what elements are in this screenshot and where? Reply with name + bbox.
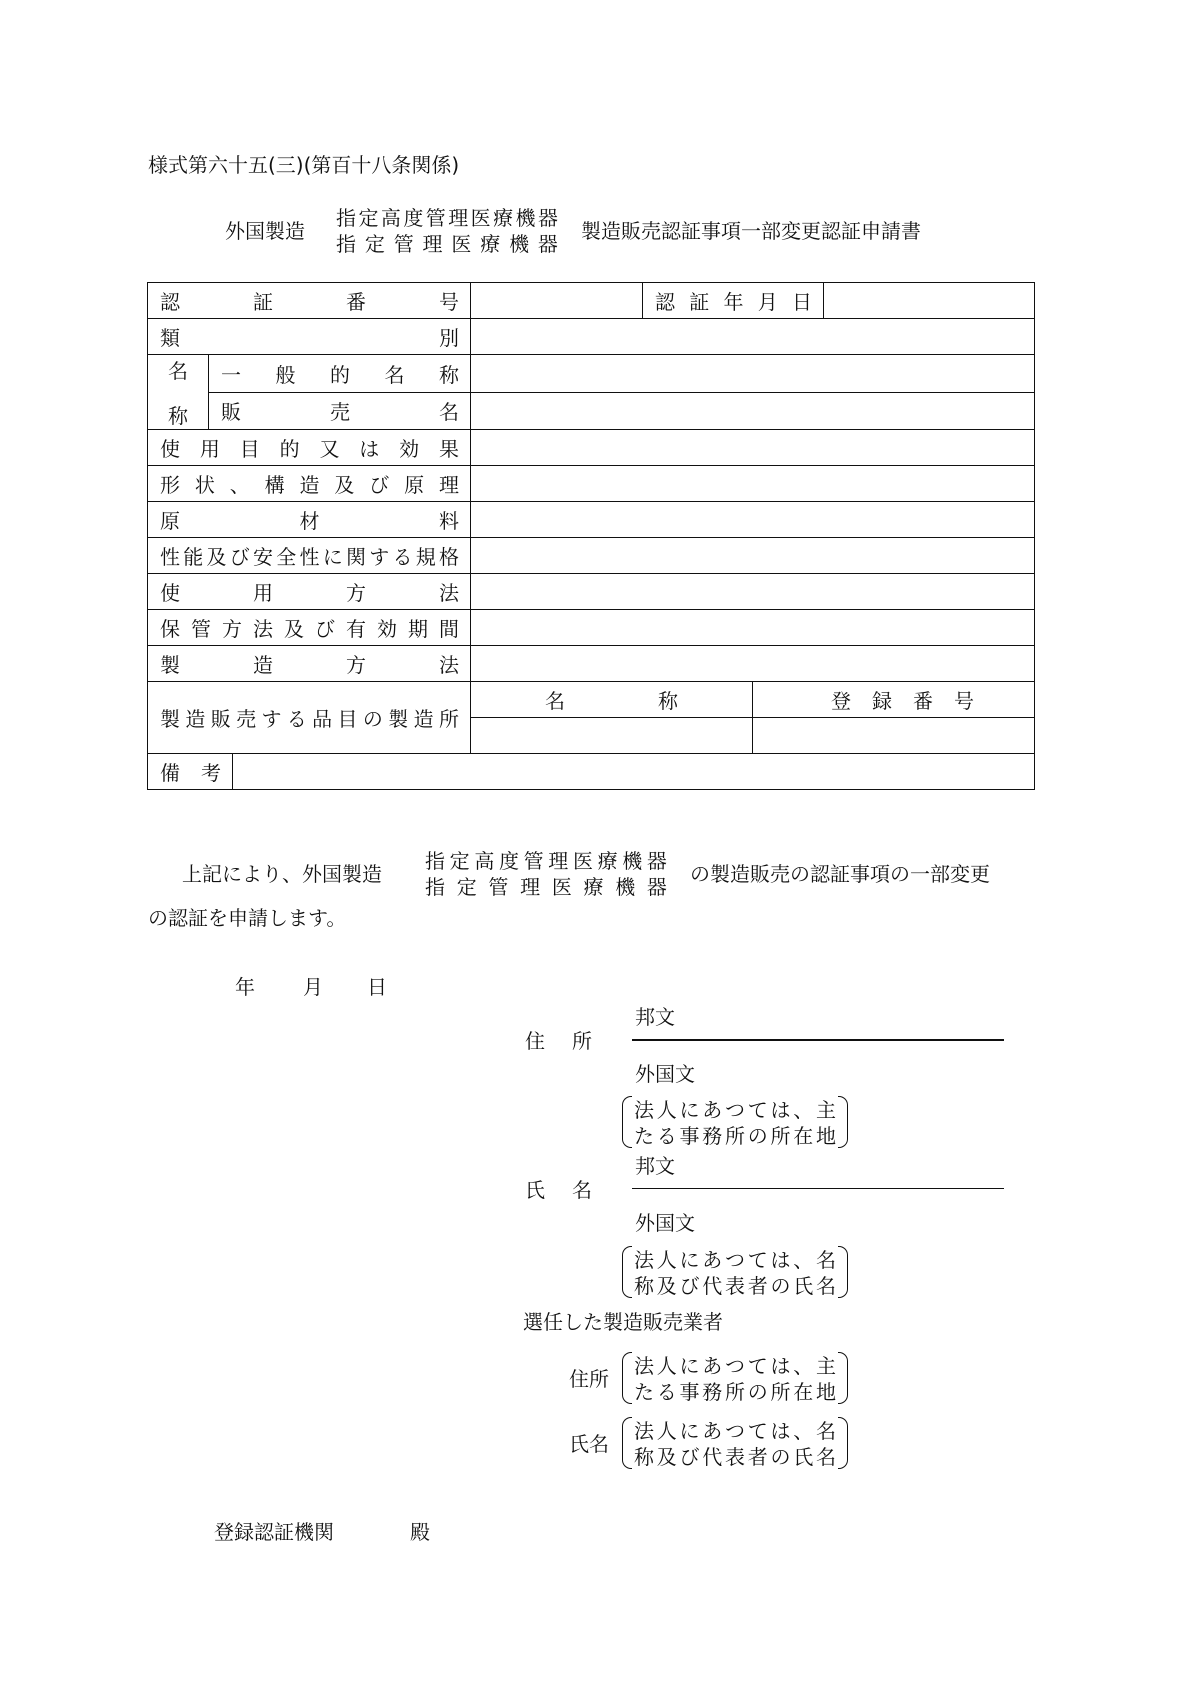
facility-name-field[interactable] [471,718,753,754]
char: あ [702,1098,723,1122]
right-paren-icon [838,1352,848,1404]
char: 定 [364,232,385,256]
char: 年 [723,290,744,314]
name-note-line-1 [634,1250,836,1270]
performance-field[interactable] [471,538,1035,574]
char: 認 [160,290,180,314]
char: 療 [480,232,501,256]
char: 称 [168,404,188,428]
date-month: 月 [303,975,323,999]
char: 造 [253,653,273,677]
manufacturing-field[interactable] [471,646,1035,682]
char: 製 [160,653,180,677]
char: 名 [168,359,188,383]
char: 称 [658,689,679,713]
label-materials [148,502,471,538]
char: 法 [634,1419,654,1443]
char: 主 [816,1098,836,1122]
char: 事 [679,1124,700,1148]
char: 方 [222,617,242,641]
char: 使 [160,437,180,461]
char: 医 [451,232,472,256]
address-label [525,1031,592,1051]
addressee-honorific: 殿 [410,1520,430,1544]
address-foreign-label: 外国文 [635,1062,695,1086]
char: 地 [816,1380,836,1404]
char: 造 [185,707,206,731]
label-shape [148,466,471,502]
char: 者 [747,1445,768,1469]
char: 用 [253,581,273,605]
char: 機 [509,232,530,256]
char: 全 [276,545,297,569]
char: 度 [498,849,519,873]
char: 理 [422,232,443,256]
char: 機 [615,875,636,899]
char: 、 [793,1248,814,1272]
char: す [261,707,282,731]
label-performance [148,538,471,574]
char: 氏 [525,1178,545,1202]
char: 果 [439,437,460,461]
form-number: 様式第六十五(三)(第百十八条関係) [148,153,460,177]
char: 所 [572,1029,592,1053]
char: 人 [656,1248,677,1272]
char: つ [725,1419,745,1443]
char: 形 [160,473,180,497]
char: 売 [236,707,257,731]
char: る [286,707,307,731]
char: 録 [872,689,893,713]
char: 及 [206,545,227,569]
char: 製 [388,707,409,731]
char: 号 [954,689,975,713]
char: 指 [336,206,356,230]
char: 期 [408,617,428,641]
char: 法 [634,1354,654,1378]
char: に [679,1248,700,1272]
date-day: 日 [367,975,387,999]
char: 所 [725,1124,745,1148]
char: 、 [793,1098,814,1122]
cert-number-field[interactable] [471,283,643,319]
table-row [148,283,1035,319]
char: 定 [449,849,470,873]
table-row [148,319,1035,355]
char: 別 [439,326,460,350]
title-prefix: 外国製造 [225,219,305,243]
char: て [747,1354,768,1378]
char: 法 [634,1098,654,1122]
char: 人 [656,1419,677,1443]
char: 性 [160,545,180,569]
char: 関 [346,545,366,569]
char: 的 [279,437,300,461]
char: 管 [523,849,544,873]
char: 称 [634,1274,654,1298]
name-note-line-2 [634,1276,836,1296]
char: 名 [545,689,566,713]
char: 機 [515,206,536,230]
char: 名 [384,362,405,387]
application-table [147,282,1035,790]
char: び [229,545,250,569]
char: 度 [403,206,424,230]
char: の [362,707,383,731]
char: つ [725,1354,745,1378]
char: つ [725,1098,745,1122]
char: 名 [816,1274,836,1298]
char: び [679,1274,700,1298]
char: 号 [439,290,459,314]
char: 器 [537,232,558,256]
statement-option-2 [425,877,667,897]
designated-address-note-line-1 [634,1356,836,1376]
char: 在 [793,1124,814,1148]
char: 材 [299,509,320,533]
char: 販 [221,400,241,425]
designated-name-note-line-2 [634,1447,836,1467]
char: 器 [646,849,667,873]
char: 日 [792,290,813,314]
name-japanese-label: 邦文 [635,1154,675,1178]
char: 法 [439,653,459,677]
char: 法 [439,581,459,605]
char: 法 [634,1248,654,1272]
char: 氏 [793,1274,814,1298]
purpose-field[interactable] [471,430,1035,466]
sales-name-field[interactable] [471,392,1035,430]
shape-field[interactable] [471,466,1035,502]
table-row [148,682,1035,718]
char: た [634,1124,654,1148]
cert-date-field[interactable] [824,283,1035,319]
category-field[interactable] [471,319,1035,355]
char: 器 [537,206,558,230]
char: に [322,545,343,569]
table-row [148,610,1035,646]
char: 器 [646,875,667,899]
left-paren-icon [622,1417,632,1469]
address-note-line-2 [634,1126,836,1146]
char: 状 [194,473,215,497]
char: 性 [299,545,320,569]
char: 理 [439,473,459,497]
remarks-field[interactable] [233,754,1035,790]
char: の [747,1124,768,1148]
char: 療 [493,206,514,230]
label-manufacturing [148,646,471,682]
char: 原 [404,473,425,497]
char: 表 [725,1274,745,1298]
usage-field[interactable] [471,574,1035,610]
char: て [747,1248,768,1272]
char: 称 [439,362,459,387]
table-row [148,430,1035,466]
char: 定 [358,206,379,230]
char: 所 [438,707,459,731]
label-remarks [148,754,233,790]
table-row [148,646,1035,682]
char: 及 [284,617,304,641]
char: 又 [319,437,340,461]
char: 所 [770,1380,791,1404]
char: 人 [656,1354,677,1378]
char: る [656,1380,677,1404]
char: 及 [656,1274,677,1298]
char: 原 [160,509,180,533]
facility-reg-field[interactable] [753,718,1035,754]
char: 理 [548,849,569,873]
right-paren-icon [838,1246,848,1298]
char: 能 [183,545,204,569]
char: び [679,1445,700,1469]
left-paren-icon [622,1352,632,1404]
char: は [770,1098,791,1122]
char: は [770,1419,791,1443]
left-paren-icon [622,1246,632,1298]
label-generic-name [209,355,471,393]
table-row [148,754,1035,790]
char: 機 [622,849,643,873]
char: 方 [346,581,366,605]
char: 住 [525,1029,545,1053]
statement-option-1 [425,851,667,871]
char: 構 [264,473,285,497]
char: に [679,1419,700,1443]
char: 及 [656,1445,677,1469]
char: た [634,1380,654,1404]
statement-tail: の製造販売の認証事項の一部変更 [690,862,990,886]
name-label [525,1180,592,1200]
char: 管 [488,875,509,899]
label-cert-date [643,283,824,319]
addressee-body: 登録認証機関 [214,1520,334,1544]
char: 造 [299,473,320,497]
char: 目 [239,437,260,461]
char: 的 [330,362,350,387]
generic-name-field[interactable] [471,355,1035,393]
char: の [747,1380,768,1404]
char: 高 [380,206,401,230]
char: 売 [330,400,351,425]
char: 理 [520,875,541,899]
char: び [369,473,390,497]
name-foreign-label: 外国文 [635,1211,695,1235]
char: 保 [160,617,180,641]
char: 者 [747,1274,768,1298]
designated-address-label: 住所 [569,1367,609,1391]
label-sales-name [209,392,471,430]
char: 管 [191,617,211,641]
statement-lead: 上記により、外国製造 [182,862,382,886]
right-paren-icon [838,1096,848,1148]
char: 代 [702,1445,723,1469]
char: は [770,1248,791,1272]
char: 番 [913,689,934,713]
char: 目 [337,707,358,731]
char: 方 [346,653,366,677]
char: す [369,545,390,569]
char: 効 [377,617,397,641]
address-note [622,1096,848,1148]
char: び [315,617,335,641]
char: 称 [634,1445,654,1469]
char: る [656,1124,677,1148]
char: 名 [816,1248,836,1272]
char: の [770,1445,791,1469]
designated-heading: 選任した製造販売業者 [523,1310,723,1334]
char: 般 [275,362,296,387]
char: て [747,1419,768,1443]
char: 指 [425,875,445,899]
facility-reg-header [753,682,1035,718]
char: 、 [793,1354,814,1378]
char: 名 [439,400,460,425]
char: あ [702,1354,723,1378]
char: に [679,1098,700,1122]
char: 理 [448,206,469,230]
char: 間 [439,617,459,641]
char: 医 [551,875,572,899]
char: 医 [470,206,491,230]
char: は [770,1354,791,1378]
char: 、 [793,1419,814,1443]
char: て [747,1098,768,1122]
char: 名 [572,1178,592,1202]
char: 月 [757,290,778,314]
char: 証 [253,290,273,314]
char: る [392,545,413,569]
char: 所 [770,1124,791,1148]
char: 指 [425,849,445,873]
char: 効 [399,437,420,461]
address-japanese-label: 邦文 [635,1005,675,1029]
char: に [679,1354,700,1378]
address-note-line-1 [634,1100,836,1120]
char: 料 [439,509,460,533]
char: あ [702,1248,723,1272]
char: 高 [474,849,495,873]
char: 氏 [793,1445,814,1469]
char: の [770,1274,791,1298]
name-japanese-line[interactable] [632,1188,1004,1189]
char: 指 [336,232,356,256]
char: 考 [201,761,221,785]
storage-field[interactable] [471,610,1035,646]
char: 備 [160,761,180,785]
label-name-group [148,355,209,430]
char: 法 [253,617,273,641]
char: 管 [393,232,414,256]
char: 証 [689,290,710,314]
table-row [148,392,1035,430]
char: 格 [439,545,459,569]
char: あ [702,1419,723,1443]
char: 有 [346,617,366,641]
char: 主 [816,1354,836,1378]
char: 療 [597,849,618,873]
char: 番 [346,290,366,314]
table-row [148,355,1035,393]
title-option-1 [336,208,558,228]
char: 事 [679,1380,700,1404]
char: 人 [656,1098,677,1122]
table-row [148,574,1035,610]
char: 使 [160,581,180,605]
char: 造 [413,707,434,731]
designated-address-note [622,1352,848,1404]
date-year: 年 [235,975,255,999]
char: 一 [221,362,241,387]
char: 医 [572,849,593,873]
designated-address-note-line-2 [634,1382,836,1402]
table-row [148,466,1035,502]
char: 管 [425,206,446,230]
label-purpose [148,430,471,466]
char: 類 [160,326,180,350]
address-japanese-line[interactable] [632,1039,1004,1041]
char: 療 [583,875,604,899]
char: 製 [160,707,180,731]
designated-name-label: 氏名 [569,1432,609,1456]
char: 務 [702,1380,723,1404]
left-paren-icon [622,1096,632,1148]
designated-name-note [622,1417,848,1469]
label-storage [148,610,471,646]
table-row [148,538,1035,574]
char: 、 [229,473,250,497]
char: 規 [415,545,436,569]
table-row [148,502,1035,538]
char: 及 [334,473,355,497]
char: 所 [725,1380,745,1404]
char: 名 [816,1419,836,1443]
right-paren-icon [838,1417,848,1469]
title-option-2 [336,234,558,254]
name-note [622,1246,848,1298]
char: 代 [702,1274,723,1298]
label-category [148,319,471,355]
label-cert-number [148,283,471,319]
char: 安 [253,545,273,569]
char: 認 [655,290,676,314]
title-suffix: 製造販売認証事項一部変更認証申請書 [581,219,921,243]
char: 務 [702,1124,723,1148]
char: 用 [199,437,220,461]
statement-line2: の認証を申請します。 [148,906,347,930]
materials-field[interactable] [471,502,1035,538]
char: 販 [210,707,231,731]
char: つ [725,1248,745,1272]
label-facility [148,682,471,754]
char: 名 [816,1445,836,1469]
char: 表 [725,1445,745,1469]
designated-name-note-line-1 [634,1421,836,1441]
char: 定 [456,875,477,899]
char: は [359,437,380,461]
char: 品 [312,707,333,731]
char: 地 [816,1124,836,1148]
char: 在 [793,1380,814,1404]
label-usage [148,574,471,610]
facility-name-header [471,682,753,718]
char: 登 [831,689,852,713]
